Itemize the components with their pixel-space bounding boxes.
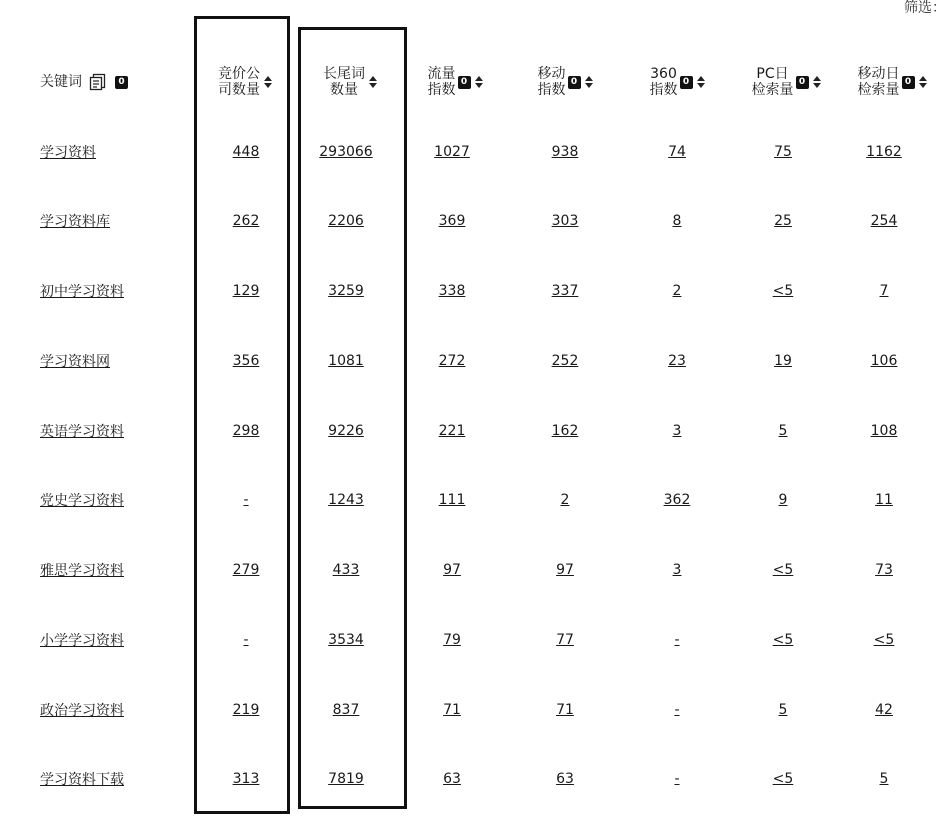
mobile-daily-link[interactable]: 106: [870, 353, 898, 369]
pc-daily-link[interactable]: 25: [774, 213, 792, 229]
keyword-link[interactable]: 学习资料库: [40, 214, 110, 230]
header-keyword: [40, 58, 190, 106]
keyword-link[interactable]: 初中学习资料: [40, 284, 124, 300]
sort-icon[interactable]: [585, 76, 593, 88]
mobile-daily-cell: [844, 279, 924, 303]
mobile-index-cell: [525, 349, 605, 373]
mobile-daily-link[interactable]: 108: [870, 423, 898, 439]
mobile-daily-link[interactable]: 7: [879, 283, 889, 299]
long-tail-cell: [302, 279, 390, 303]
long-tail-link[interactable]: 3534: [328, 632, 364, 648]
pc-daily-cell: [743, 767, 823, 791]
mobile-daily-cell: [844, 698, 924, 722]
index-360-link[interactable]: 362: [663, 492, 691, 508]
info-icon[interactable]: 0: [796, 76, 809, 89]
mobile-daily-cell: [844, 628, 924, 652]
index-360-cell: [637, 140, 717, 164]
keyword-cell: [40, 698, 190, 722]
mobile-index-cell: [525, 558, 605, 582]
bid-companies-cell: [206, 140, 286, 164]
header-long-tail[interactable]: [300, 58, 400, 106]
mobile-index-cell: [525, 419, 605, 443]
long-tail-cell: [302, 698, 390, 722]
sort-icon[interactable]: [813, 76, 821, 88]
table-row: [0, 628, 946, 652]
index-360-cell: [637, 488, 717, 512]
bid-companies-link[interactable]: 448: [232, 144, 260, 160]
long-tail-link[interactable]: 1243: [328, 492, 364, 508]
table-row: [0, 698, 946, 722]
mobile-daily-link[interactable]: <5: [873, 632, 895, 648]
mobile-daily-link[interactable]: 11: [875, 492, 893, 508]
bid-companies-link[interactable]: 356: [232, 353, 260, 369]
index-360-cell: [637, 279, 717, 303]
keyword-cell: [40, 628, 190, 652]
mobile-daily-link[interactable]: 73: [875, 562, 893, 578]
info-icon[interactable]: 0: [680, 76, 693, 89]
header-traffic-index[interactable]: [410, 58, 500, 106]
mobile-index-cell: [525, 209, 605, 233]
mobile-index-link[interactable]: 252: [551, 353, 579, 369]
pc-daily-link[interactable]: 9: [778, 492, 788, 508]
filter-label: 筛选：: [904, 0, 946, 16]
mobile-daily-link[interactable]: 5: [879, 771, 889, 787]
mobile-daily-link[interactable]: 1162: [866, 144, 902, 160]
table-row: [0, 767, 946, 791]
index-360-link[interactable]: -: [674, 632, 680, 648]
bid-companies-cell: [206, 209, 286, 233]
traffic-index-link[interactable]: 221: [438, 423, 466, 439]
mobile-index-link[interactable]: 77: [556, 632, 574, 648]
index-360-cell: [637, 558, 717, 582]
bid-companies-link[interactable]: 262: [232, 213, 260, 229]
pc-daily-cell: [743, 488, 823, 512]
traffic-index-cell: [412, 349, 492, 373]
bid-companies-link[interactable]: 279: [232, 562, 260, 578]
keyword-cell: [40, 419, 190, 443]
header-long-tail-label: 长尾词 数量: [323, 66, 365, 98]
index-360-link[interactable]: 8: [672, 213, 682, 229]
mobile-index-cell: [525, 628, 605, 652]
mobile-index-cell: [525, 767, 605, 791]
index-360-link[interactable]: 74: [668, 144, 686, 160]
table-row: [0, 279, 946, 303]
traffic-index-cell: [412, 488, 492, 512]
long-tail-link[interactable]: 837: [332, 702, 360, 718]
header-bid-companies[interactable]: [200, 58, 290, 106]
mobile-index-link[interactable]: 63: [556, 771, 574, 787]
bid-companies-cell: [206, 558, 286, 582]
traffic-index-link[interactable]: 1027: [434, 144, 470, 160]
info-icon[interactable]: 0: [902, 76, 915, 89]
bid-companies-cell: [206, 349, 286, 373]
sort-icon[interactable]: [697, 76, 705, 88]
header-pc-daily[interactable]: [736, 58, 836, 106]
keyword-cell: [40, 349, 190, 373]
header-mobile-index-label: 移动 指数: [537, 66, 566, 98]
table-row: [0, 349, 946, 373]
index-360-link[interactable]: 3: [672, 423, 682, 439]
long-tail-cell: [302, 628, 390, 652]
keyword-link[interactable]: 学习资料下载: [40, 772, 124, 788]
traffic-index-link[interactable]: 338: [438, 283, 466, 299]
pc-daily-cell: [743, 698, 823, 722]
mobile-daily-cell: [844, 209, 924, 233]
long-tail-link[interactable]: 433: [332, 562, 360, 578]
mobile-index-link[interactable]: 97: [556, 562, 574, 578]
traffic-index-link[interactable]: 272: [438, 353, 466, 369]
table-row: [0, 558, 946, 582]
index-360-link[interactable]: 3: [672, 562, 682, 578]
sort-icon[interactable]: [264, 76, 272, 88]
mobile-daily-cell: [844, 140, 924, 164]
pc-daily-link[interactable]: 5: [778, 423, 788, 439]
traffic-index-link[interactable]: 369: [438, 213, 466, 229]
keyword-cell: [40, 558, 190, 582]
header-mobile-daily-label: 移动日 检索量: [857, 66, 900, 98]
pc-daily-link[interactable]: 19: [774, 353, 792, 369]
long-tail-cell: [302, 209, 390, 233]
pc-daily-cell: [743, 419, 823, 443]
mobile-index-cell: [525, 488, 605, 512]
keyword-link[interactable]: 雅思学习资料: [40, 563, 124, 579]
bid-companies-link[interactable]: 129: [232, 283, 260, 299]
mobile-index-link[interactable]: 162: [551, 423, 579, 439]
mobile-index-link[interactable]: 2: [560, 492, 570, 508]
pc-daily-cell: [743, 349, 823, 373]
header-traffic-index-label: 流量 指数: [427, 66, 456, 98]
sort-icon[interactable]: [475, 76, 483, 88]
mobile-daily-link[interactable]: 254: [870, 213, 898, 229]
long-tail-link[interactable]: 2206: [328, 213, 364, 229]
index-360-link[interactable]: 23: [668, 353, 686, 369]
table-row: [0, 209, 946, 233]
keyword-cell: [40, 488, 190, 512]
index-360-cell: [637, 767, 717, 791]
table-header: [0, 58, 946, 106]
long-tail-link[interactable]: 9226: [328, 423, 364, 439]
index-360-cell: [637, 209, 717, 233]
index-360-cell: [637, 349, 717, 373]
long-tail-cell: [302, 140, 390, 164]
bid-companies-cell: [206, 698, 286, 722]
traffic-index-cell: [412, 419, 492, 443]
long-tail-cell: [302, 767, 390, 791]
mobile-daily-cell: [844, 558, 924, 582]
traffic-index-link[interactable]: 79: [443, 632, 461, 648]
mobile-daily-link[interactable]: 42: [875, 702, 893, 718]
mobile-index-cell: [525, 698, 605, 722]
traffic-index-cell: [412, 279, 492, 303]
keyword-link[interactable]: 党史学习资料: [40, 493, 124, 509]
long-tail-cell: [302, 349, 390, 373]
index-360-link[interactable]: -: [674, 771, 680, 787]
header-pc-daily-label: PC日 检索量: [751, 66, 794, 98]
index-360-link[interactable]: 2: [672, 283, 682, 299]
pc-daily-cell: [743, 140, 823, 164]
pc-daily-link[interactable]: <5: [772, 632, 794, 648]
traffic-index-cell: [412, 209, 492, 233]
keyword-link[interactable]: 英语学习资料: [40, 424, 124, 440]
mobile-index-link[interactable]: 938: [551, 144, 579, 160]
long-tail-link[interactable]: 7819: [328, 771, 364, 787]
mobile-daily-cell: [844, 349, 924, 373]
mobile-daily-cell: [844, 488, 924, 512]
index-360-link[interactable]: -: [674, 702, 680, 718]
pc-daily-cell: [743, 279, 823, 303]
table-row: [0, 140, 946, 164]
traffic-index-cell: [412, 767, 492, 791]
pc-daily-cell: [743, 209, 823, 233]
info-icon[interactable]: 0: [568, 76, 581, 89]
pc-daily-link[interactable]: <5: [772, 771, 794, 787]
long-tail-link[interactable]: 1081: [328, 353, 364, 369]
traffic-index-cell: [412, 628, 492, 652]
header-360-index[interactable]: [632, 58, 722, 106]
sort-icon[interactable]: [369, 76, 377, 88]
keyword-cell: [40, 209, 190, 233]
pc-daily-cell: [743, 558, 823, 582]
pc-daily-link[interactable]: 5: [778, 702, 788, 718]
keyword-link[interactable]: 学习资料网: [40, 354, 110, 370]
sort-icon[interactable]: [919, 76, 927, 88]
keyword-link[interactable]: 政治学习资料: [40, 703, 124, 719]
traffic-index-link[interactable]: 63: [443, 771, 461, 787]
header-keyword-label: 关键词: [40, 74, 82, 90]
pc-daily-link[interactable]: <5: [772, 562, 794, 578]
long-tail-cell: [302, 419, 390, 443]
mobile-index-cell: [525, 279, 605, 303]
bid-companies-link[interactable]: -: [243, 492, 249, 508]
pc-daily-link[interactable]: 75: [774, 144, 792, 160]
table-row: [0, 419, 946, 443]
keyword-cell: [40, 767, 190, 791]
header-mobile-index[interactable]: [520, 58, 610, 106]
keyword-link[interactable]: 学习资料: [40, 145, 96, 161]
keyword-cell: [40, 140, 190, 164]
bid-companies-cell: [206, 488, 286, 512]
keyword-cell: [40, 279, 190, 303]
bid-companies-link[interactable]: 298: [232, 423, 260, 439]
bid-companies-link[interactable]: 313: [232, 771, 260, 787]
mobile-index-cell: [525, 140, 605, 164]
bid-companies-cell: [206, 628, 286, 652]
info-icon[interactable]: 0: [458, 76, 471, 89]
mobile-daily-cell: [844, 419, 924, 443]
index-360-cell: [637, 698, 717, 722]
highlight-box-bid-companies: [194, 16, 290, 814]
mobile-index-link[interactable]: 71: [556, 702, 574, 718]
keyword-link[interactable]: 小学学习资料: [40, 633, 124, 649]
bid-companies-link[interactable]: -: [243, 632, 249, 648]
info-icon[interactable]: 0: [115, 76, 128, 89]
header-360-index-label: 360 指数: [649, 66, 678, 98]
traffic-index-cell: [412, 698, 492, 722]
long-tail-cell: [302, 558, 390, 582]
bid-companies-cell: [206, 767, 286, 791]
traffic-index-link[interactable]: 71: [443, 702, 461, 718]
pc-daily-cell: [743, 628, 823, 652]
traffic-index-cell: [412, 140, 492, 164]
traffic-index-link[interactable]: 111: [438, 492, 466, 508]
long-tail-cell: [302, 488, 390, 512]
mobile-index-link[interactable]: 303: [551, 213, 579, 229]
traffic-index-link[interactable]: 97: [443, 562, 461, 578]
copy-icon[interactable]: [89, 73, 107, 91]
bid-companies-cell: [206, 419, 286, 443]
header-bid-companies-label: 竞价公 司数量: [218, 66, 260, 98]
long-tail-link[interactable]: 3259: [328, 283, 364, 299]
pc-daily-link[interactable]: <5: [772, 283, 794, 299]
header-mobile-daily[interactable]: [840, 58, 944, 106]
bid-companies-link[interactable]: 219: [232, 702, 260, 718]
index-360-cell: [637, 628, 717, 652]
table-row: [0, 488, 946, 512]
mobile-daily-cell: [844, 767, 924, 791]
long-tail-link[interactable]: 293066: [319, 144, 373, 160]
bid-companies-cell: [206, 279, 286, 303]
index-360-cell: [637, 419, 717, 443]
mobile-index-link[interactable]: 337: [551, 283, 579, 299]
traffic-index-cell: [412, 558, 492, 582]
